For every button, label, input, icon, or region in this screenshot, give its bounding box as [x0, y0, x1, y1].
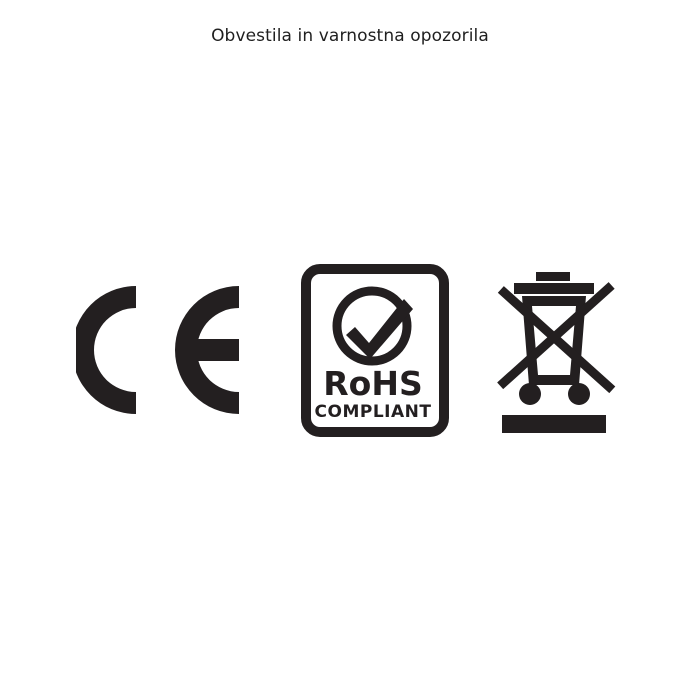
rohs-label: RoHS [323, 363, 423, 403]
page-title: Obvestila in varnostna opozorila [211, 26, 489, 46]
ce-marking-icon [76, 275, 266, 425]
rohs-compliant-label: COMPLIANT [314, 401, 432, 422]
compliance-symbols-row [0, 255, 700, 445]
rohs-compliant-icon [300, 263, 450, 438]
weee-crossed-bin-icon [484, 263, 624, 438]
